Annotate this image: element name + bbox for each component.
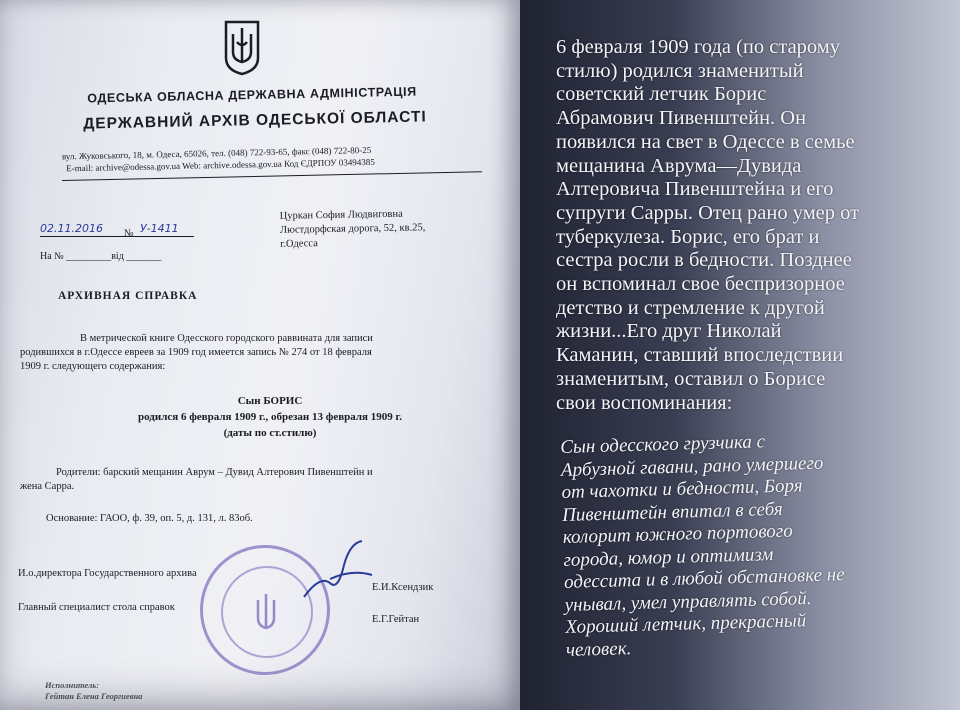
record-dates: родился 6 февраля 1909 г., обрезан 13 февраля 1909 г. (137, 411, 403, 423)
executor-label: Исполнитель: (45, 680, 100, 690)
ministry-heading: ОДЕСЬКА ОБЛАСНА ДЕРЖАВНА АДМІНІСТРАЦІЯ (87, 84, 417, 106)
coat-of-arms-icon (222, 18, 262, 76)
executor-name: Гейтан Елена Георгиевна (45, 691, 143, 701)
intro-line: родившихся в г.Одессе евреев за 1909 год имеется запись № 274 от 18 февраля (20, 347, 372, 358)
recipient-city: г.Одесса (280, 238, 318, 250)
outgoing-date: 02.11.2016 (40, 222, 103, 235)
parents-line: жена Сарра. (20, 481, 75, 492)
recipient-street: Люстдорфская дорога, 52, кв.25, (279, 222, 426, 236)
biography-text: 6 февраля 1909 года (по старому стилю) родился знаменитый советский летчик Борис Абрамович Пивенштейн. Он появился на свет в Одессе в семье мещанина Аврума—Дувида Алтеровича Пивенштейна и его супруги Сарры. Отец рано умер от туберкулеза. Борис, его брат и сестра росли в бедности. Позднее он вспоминал свое беспризорное детство и стремление к другой жизни...Его друг Николай Каманин, ставший впоследствии знаменитым, оставил о Борисе свои воспоминания: (556, 36, 860, 414)
record-name: Сын БОРИС (237, 395, 303, 407)
contacts-line: E-mail: archive@odessa.gov.ua Web: archive.odessa.gov.ua Код ЄДРПОУ 03494385 (66, 156, 375, 174)
signature-mark (300, 535, 380, 605)
record-note: (даты по ст.стилю) (223, 427, 317, 439)
outgoing-number: У-1411 (140, 222, 179, 235)
archive-contacts (62, 142, 482, 175)
outgoing-underline (40, 236, 194, 237)
signer-role: Главный специалист стола справок (18, 602, 175, 613)
archive-name-heading: ДЕРЖАВНИЙ АРХІВ ОДЕСЬКОЇ ОБЛАСТІ (83, 108, 427, 133)
signer-role: И.о.директора Государственного архива (18, 568, 197, 579)
archive-basis: Основание: ГАОО, ф. 39, оп. 5, д. 131, л. 83об. (46, 513, 253, 524)
signer-name: Е.Г.Гейтан (372, 614, 420, 625)
intro-paragraph (58, 332, 498, 346)
recipient-name: Цуркан София Людвиговна (279, 208, 403, 222)
intro-line: В метрической книге Одесского городского раввината для записи (80, 333, 373, 344)
slide-text-panel (520, 0, 960, 710)
memoir-quote: Сын одесского грузчика с Арбузной гавани, рано умершего от чахотки и бедности, Боря Пивенштейн впитал в себя колорит южного портового города, юмор и оптимизм одессита и в любой обстановке не унывал, умел управлять собой. Хороший летчик, прекрасный человек. (560, 431, 845, 661)
incoming-reference: На № _________від _______ (40, 251, 162, 262)
parents-line: Родители: барский мещанин Аврум – Дувид Алтерович Пивенштейн и (56, 467, 373, 478)
executor-note (45, 680, 142, 702)
signer-name: Е.И.Ксендзик (372, 582, 434, 593)
contacts-line: вул. Жуковського, 18, м. Одеса, 65026, тел. (048) 722-93-65, факс (048) 722-80-25 (61, 144, 372, 162)
recipient-address (280, 206, 491, 252)
intro-line: 1909 г. следующего содержания: (20, 361, 166, 372)
stamp-emblem-icon (249, 590, 283, 634)
outgoing-number-prefix: № (124, 228, 134, 239)
document-title: АРХИВНАЯ СПРАВКА (58, 290, 198, 302)
